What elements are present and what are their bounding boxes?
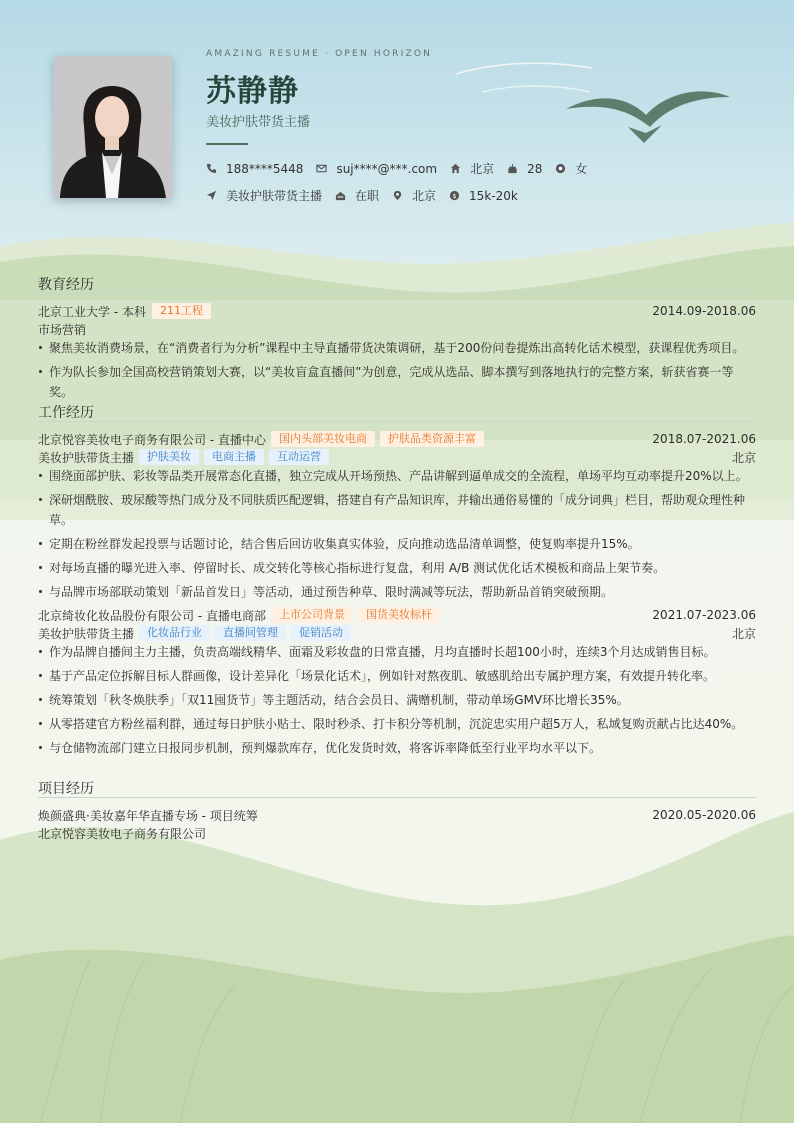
svg-text:$: $	[452, 191, 457, 200]
job2-company-tag: 国货美妆标杆	[358, 607, 440, 623]
intention-city	[392, 187, 436, 204]
project-date: 2020.05-2020.06	[652, 808, 756, 822]
intention-status	[335, 187, 379, 204]
list-item: 深研烟酰胺、玻尿酸等热门成分及不同肤质匹配逻辑，搭建自有产品知识库，并输出通俗易懂的「成分词典」栏目，帮助观众理性种草。	[38, 490, 756, 530]
job1-position: 美妆护肤带货主播	[38, 450, 135, 465]
job2-position-row	[38, 624, 756, 642]
job2-date: 2021.07-2023.06	[652, 608, 756, 622]
job2-company-tag: 上市公司背景	[271, 607, 353, 623]
job2-company: 北京绮妆化妆品股份有限公司 - 直播电商部	[38, 608, 266, 623]
job-intention-subtitle: 美妆护肤带货主播	[206, 115, 311, 130]
list-item: 从零搭建官方粉丝福利群，通过每日护肤小贴士、限时秒杀、打卡积分等机制，沉淀忠实用户超5万人，私域复购贡献占比达40%。	[38, 714, 756, 734]
header-divider	[206, 143, 248, 145]
job1-company-row	[38, 430, 756, 448]
contact-email	[316, 162, 437, 176]
list-item: 作为品牌自播间主力主播，负责高端线精华、面霜及彩妆盘的日常直播，月均直播时长超100小时，连续3个月达成销售目标。	[38, 642, 756, 662]
list-item: 作为队长参加全国高校营销策划大赛，以“美妆盲盒直播间”为创意，完成从选品、脚本撰写到落地执行的完整方案，斩获省赛一等奖。	[38, 362, 756, 402]
major-name: 市场营销	[38, 322, 87, 337]
job2-position-tag: 直播间管理	[215, 625, 286, 641]
school-name: 北京工业大学 - 本科	[38, 304, 146, 319]
resume-tagline: AMAZING RESUME · OPEN HORIZON	[206, 49, 433, 59]
job1-city: 北京	[731, 450, 756, 465]
job1-company-tag: 护肤品类资源丰富	[380, 431, 484, 447]
intention-position	[206, 187, 322, 204]
list-item: 定期在粉丝群发起投票与话题讨论，结合售后回访收集真实体验，反向推动选品清单调整，使复购率提升15%。	[38, 534, 756, 554]
list-item: 与仓储物流部门建立日报同步机制，预判爆款库存，优化发货时效，将客诉率降低至行业平均水平以下。	[38, 738, 756, 758]
wind-streak-decoration	[456, 60, 596, 100]
education-major-row	[38, 320, 756, 338]
profile-photo	[54, 56, 172, 198]
intention-salary	[449, 189, 518, 203]
job2-position: 美妆护肤带货主播	[38, 626, 135, 641]
project-company-row	[38, 824, 756, 842]
job-intention-row	[206, 187, 531, 204]
job2-position-tag: 化妆品行业	[139, 625, 210, 641]
list-item: 围绕面部护肤、彩妆等品类开展常态化直播，独立完成从开场预热、产品讲解到逼单成交的全流程，单场平均互动率提升20%以上。	[38, 466, 756, 486]
contact-info-row	[206, 160, 600, 177]
intention-status-text: 在职	[355, 189, 380, 203]
education-bullets	[38, 338, 756, 406]
list-item: 基于产品定位拆解目标人群画像，设计差异化「场景化话术」，例如针对熬夜肌、敏感肌给出专属护理方案，有效提升转化率。	[38, 666, 756, 686]
job1-position-tag: 电商主播	[204, 449, 264, 465]
hometown-text: 北京	[470, 162, 495, 176]
contact-phone	[206, 162, 303, 176]
job2-position-tag: 促销活动	[291, 625, 351, 641]
school-tag: 211工程	[152, 303, 211, 319]
cake-icon	[507, 163, 518, 174]
job1-position-tag: 护肤美妆	[139, 449, 199, 465]
gender-text: 女	[575, 162, 588, 176]
project-company: 北京悦容美妆电子商务有限公司	[38, 826, 207, 841]
job1-date: 2018.07-2021.06	[652, 432, 756, 446]
gender-icon	[555, 163, 566, 174]
project-name-row	[38, 806, 756, 824]
phone-icon	[206, 163, 217, 174]
education-school-row	[38, 302, 756, 320]
contact-age	[507, 162, 542, 176]
education-date: 2014.09-2018.06	[652, 304, 756, 318]
job1-bullets	[38, 466, 756, 606]
intention-city-text: 北京	[412, 189, 437, 203]
project-divider	[38, 797, 756, 798]
project-name: 焕颜盛典·美妆嘉年华直播专场 - 项目统筹	[38, 808, 258, 823]
send-icon	[206, 190, 217, 201]
list-item: 对每场直播的曝光进入率、停留时长、成交转化等核心指标进行复盘，利用 A/B 测试优化话术模板和商品上架节奏。	[38, 558, 756, 578]
education-divider	[38, 293, 756, 294]
job1-company: 北京悦容美妆电子商务有限公司 - 直播中心	[38, 432, 266, 447]
job2-company-row	[38, 606, 756, 624]
intention-position-text: 美妆护肤带货主播	[226, 189, 323, 203]
salary-icon	[449, 190, 460, 201]
job2-city: 北京	[731, 626, 756, 641]
list-item: 统筹策划「秋冬焕肤季」「双11囤货节」等主题活动，结合会员日、满赠机制，带动单场GMV环比增长35%。	[38, 690, 756, 710]
work-divider	[38, 421, 756, 422]
candidate-name: 苏静静	[206, 74, 299, 109]
home-icon	[450, 163, 461, 174]
list-item: 聚焦美妆消费场景，在“消费者行为分析”课程中主导直播带货决策调研，基于200份问卷提炼出高转化话术模型，获课程优秀项目。	[38, 338, 756, 358]
contact-gender	[555, 160, 587, 177]
job1-company-tag: 国内头部美妆电商	[271, 431, 375, 447]
age-text: 28	[527, 161, 543, 176]
phone-text: 188****5448	[226, 161, 304, 176]
status-icon	[335, 190, 346, 201]
work-section-title: 工作经历	[38, 405, 94, 421]
intention-salary-text: 15k-20k	[469, 188, 518, 203]
job2-bullets	[38, 642, 756, 762]
email-text: suj****@***.com	[336, 161, 438, 176]
list-item: 与品牌市场部联动策划「新品首发日」等活动，通过预告种草、限时满减等玩法，帮助新品首销突破预期。	[38, 582, 756, 602]
job1-position-tag: 互动运营	[269, 449, 329, 465]
contact-hometown	[450, 160, 494, 177]
project-section-title: 项目经历	[38, 781, 94, 797]
mail-icon	[316, 163, 327, 174]
job1-position-row	[38, 448, 756, 466]
location-icon	[392, 190, 403, 201]
education-section-title: 教育经历	[38, 277, 94, 293]
